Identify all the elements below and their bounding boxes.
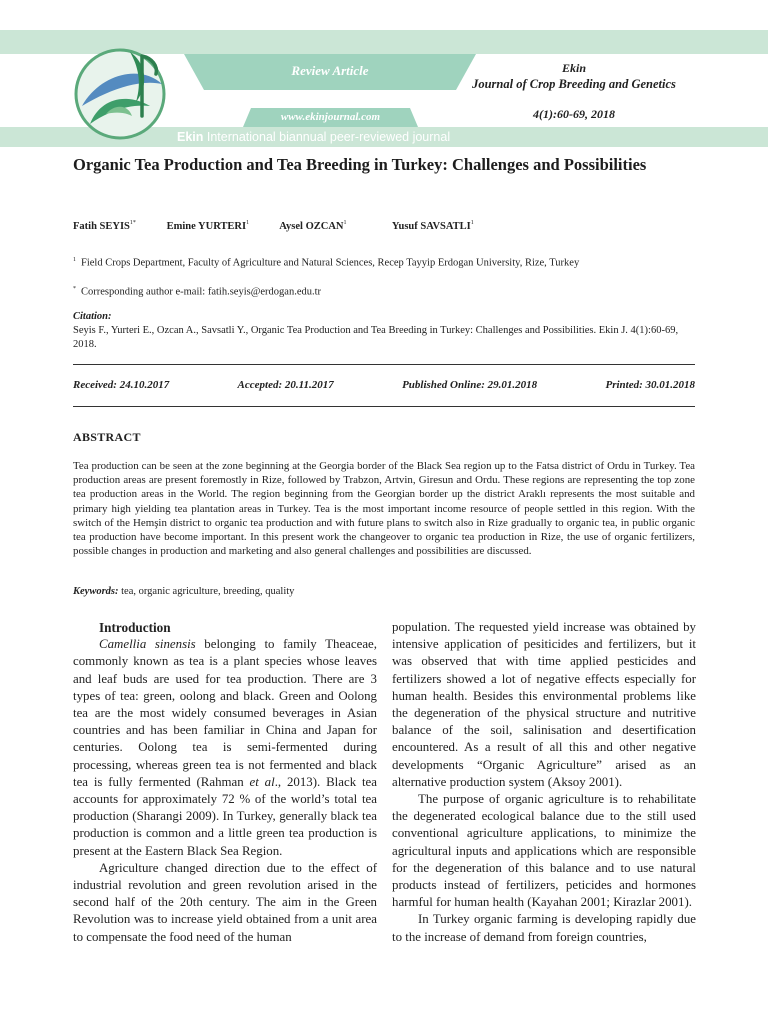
author: Aysel OZCAN$^1$ <box>279 220 347 232</box>
divider-top <box>73 364 695 365</box>
journal-tagline-name: Ekin <box>177 130 204 144</box>
species-name: Camellia sinensis <box>99 637 196 652</box>
corresponding-mark: * <box>73 286 76 292</box>
paragraph: Camellia sinensis belonging to family Theaceae, commonly known as tea is a plant species whose leaves and leaf buds are used for tea production. There are 3 types of tea: green, oolong and black. Green and Oolong tea are the most widely consumed beverages in Asian countries and has been familiar in China and Japan for centuries. Oolong tea is semi-fermented during processing, whereas green tea is not fermented and black tea is fully fermented (Rahman et al., 2013). Black tea accounts for approximately 72 % of the world’s total tea production (Sharangi 2009). In Turkey, generally black tea production is common and a little green tea production is present at the Eastern Black Sea Region. <box>73 637 378 858</box>
body-column-right <box>392 619 696 946</box>
date-received: Received: 24.10.2017 <box>73 379 170 391</box>
author: Emine YURTERI$^1$ <box>166 220 250 232</box>
author-list <box>73 220 474 232</box>
divider-bottom <box>73 406 695 407</box>
keywords-text: tea, organic agriculture, breeding, quality <box>121 586 295 597</box>
section-heading-introduction: Introduction <box>99 620 171 635</box>
journal-logo-icon <box>70 44 178 144</box>
citation-text: Seyis F., Yurteri E., Ozcan A., Savsatli Y., Organic Tea Production and Tea Breeding in Turkey: Challenges and Possibilities. Ekin J. 4(1):60-69, 2018. <box>73 325 679 350</box>
abstract-text: Tea production can be seen at the zone beginning at the Georgia border of the Black Sea region up to the Fatsa district of Ordu in Turkey. Tea production areas are present foremostly in Rize, followed by Trabzon, Artvin, Giresun and Ordu. These regions are representing the top zone tea production areas in the World. The region beginning from the Georgian border up the district Araklı represents the most suitable and primary high yielding tea plantation areas in Turkey. Tea is the most important income resource of people settled in this region. With the switch of the Hemşin district to organic tea production and with future plans to switch also in Rize gradually to organic tea, in public organic tea production have become important. In this present work the changeover to organic tea production in Rize, the use of organic fertilizers, possible changes in production and marketing and also general challenges and possibilities are discussed. <box>73 460 695 558</box>
article-title: Organic Tea Production and Tea Breeding in Turkey: Challenges and Possibilities <box>73 155 647 174</box>
journal-tagline <box>177 128 450 146</box>
corresponding-author <box>73 286 321 298</box>
affiliation-text: Field Crops Department, Faculty of Agriculture and Natural Sciences, Recep Tayyip Erdogan University, Rize, Turkey <box>81 257 580 269</box>
keywords-label: Keywords: <box>73 586 119 597</box>
date-published: Published Online: 29.01.2018 <box>402 379 538 391</box>
citation <box>73 310 695 352</box>
affiliation <box>73 257 579 269</box>
journal-info <box>454 60 694 122</box>
journal-tagline-text: International biannual peer-reviewed journal <box>203 130 451 144</box>
article-type-label: Review Article <box>291 63 369 78</box>
article-dates <box>73 378 695 392</box>
paragraph: population. The requested yield increase was obtained by intensive application of pesiticides and fertilizers, but it was observed that with time applied pesticides and fertilizers showed a lot of negative effects especially for human health. Besides this environmental problems like the degeneration of the physical structure and nutritive balance of the soil, salinisation and desertification encountered. As a result of all this and other negative developments “Organic Agriculture” arised as an alternative production system (Aksoy 2001). <box>392 620 696 789</box>
journal-full-name: Journal of Crop Breeding and Genetics <box>472 77 676 91</box>
citation-label: Citation: <box>73 311 112 322</box>
keywords <box>73 586 294 597</box>
journal-url[interactable]: www.ekinjournal.com <box>280 111 381 123</box>
author: Fatih $SEYIS^{1*}$ <box>73 220 136 232</box>
journal-volume: 4(1):60-69, 2018 <box>533 107 615 121</box>
body-column-left <box>73 619 377 946</box>
date-printed: Printed: 30.01.2018 <box>605 379 695 391</box>
journal-name: Ekin <box>561 61 586 75</box>
affiliation-mark: 1 <box>73 257 76 263</box>
abstract-heading: ABSTRACT <box>73 430 141 444</box>
paragraph: The purpose of organic agriculture is to rehabilitate the degenerated ecological balance due to the still used conventional agriculture applications, to minimize the agricultural inputs and applications which are responsible for the degeneration of this balance and to use natural products instead of fertilizers, peticides and hormones harmful for human health (Kayahan 2001; Kirazlar 2001). <box>392 792 696 910</box>
paragraph: In Turkey organic farming is developing rapidly due to the increase of demand from foreign countries, <box>392 912 696 944</box>
paragraph: Agriculture changed direction due to the effect of industrial revolution and green revolution arised in the second half of the 20th century. The aim in the Green Revolution was to increase yield obtained from a unit area to compensate the food need of the human <box>73 860 377 944</box>
date-accepted: Accepted: 20.11.2017 <box>237 379 334 391</box>
corresponding-text: Corresponding author e-mail: fatih.seyis@erdogan.edu.tr <box>81 286 322 298</box>
author: Yusuf SAVSATLI$^1$ <box>391 220 474 232</box>
